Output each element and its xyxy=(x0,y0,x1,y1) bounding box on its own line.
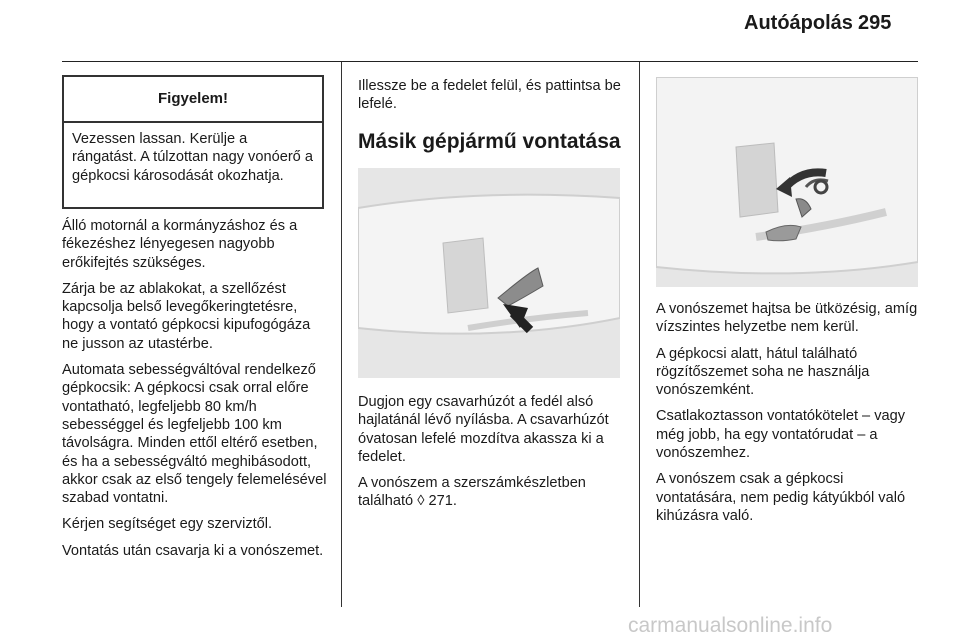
watermark: carmanualsonline.info xyxy=(628,614,833,637)
page-number: 295 xyxy=(858,12,892,34)
paragraph: Vontatás után csavarja ki a vonószemet. xyxy=(62,542,324,559)
paragraph: A vonószem a szerszámkészletben található ◊ 271. xyxy=(358,475,586,510)
tow-eye-illustration xyxy=(656,77,918,287)
paragraph: Zárja be az ablakokat, a szellőzést kapcsolja belső levegőkeringtetésre, hogy a vontató gépkocsi kipufogógáza ne jusson az utastérbe. xyxy=(62,280,311,352)
left-column xyxy=(62,217,328,568)
column-divider-2 xyxy=(639,62,640,607)
middle-column xyxy=(358,77,624,168)
page-header-title: Autóápolás xyxy=(744,12,853,34)
paragraph: Dugjon egy csavarhúzót a fedél alsó hajlatánál lévő nyílásba. A csavarhúzót óvatosan lefelé mozdítva akassza ki a fedelet. xyxy=(358,394,609,465)
middle-column-text xyxy=(358,393,624,519)
figure-cover-removal xyxy=(358,168,620,378)
warning-heading: Figyelem! xyxy=(64,77,322,123)
column-divider-1 xyxy=(341,62,342,607)
paragraph: A gépkocsi alatt, hátul található rögzítőszemet soha ne használja vonószemként. xyxy=(656,345,870,399)
paragraph: Kérjen segítséget egy szerviztől. xyxy=(62,516,273,533)
right-column-text xyxy=(656,300,922,533)
figure-tow-eye xyxy=(656,77,918,287)
paragraph: A vonószemet hajtsa be ütközésig, amíg vízszintes helyzetbe nem kerül. xyxy=(656,301,918,336)
header-rule xyxy=(62,61,918,62)
section-title: Másik gépjármű vontatása xyxy=(358,129,621,153)
warning-box xyxy=(62,75,324,209)
paragraph: Álló motornál a kormányzáshoz és a fékezéshez lényegesen nagyobb erőkifejtés szükséges. xyxy=(62,218,298,271)
bumper-cover-illustration xyxy=(358,168,620,378)
intro-text: Illessze be a fedelet felül, és pattintsa be lefelé. xyxy=(358,78,621,113)
paragraph: Automata sebességváltóval rendelkező gépkocsik: A gépkocsi csak orral előre vontatható, legfeljebb 80 km/h sebességgel és legfeljebb 100 km távolságra. Minden ettől eltérő esetben, és ha a sebességváltó meghibásodott, akkor csak az első tengely felemelésével szabad vontatni. xyxy=(62,362,327,507)
warning-text: Vezessen lassan. Kerülje a rángatást. A túlzottan nagy vonóerő a gépkocsi károsodását okozhatja. xyxy=(72,131,313,184)
paragraph: A vonószem csak a gépkocsi vontatására, nem pedig kátyúkból való kihúzásra való. xyxy=(656,471,906,524)
paragraph: Csatlakoztasson vontatókötelet – vagy még jobb, ha egy vontatórudat – a vonószemhez. xyxy=(656,408,906,462)
